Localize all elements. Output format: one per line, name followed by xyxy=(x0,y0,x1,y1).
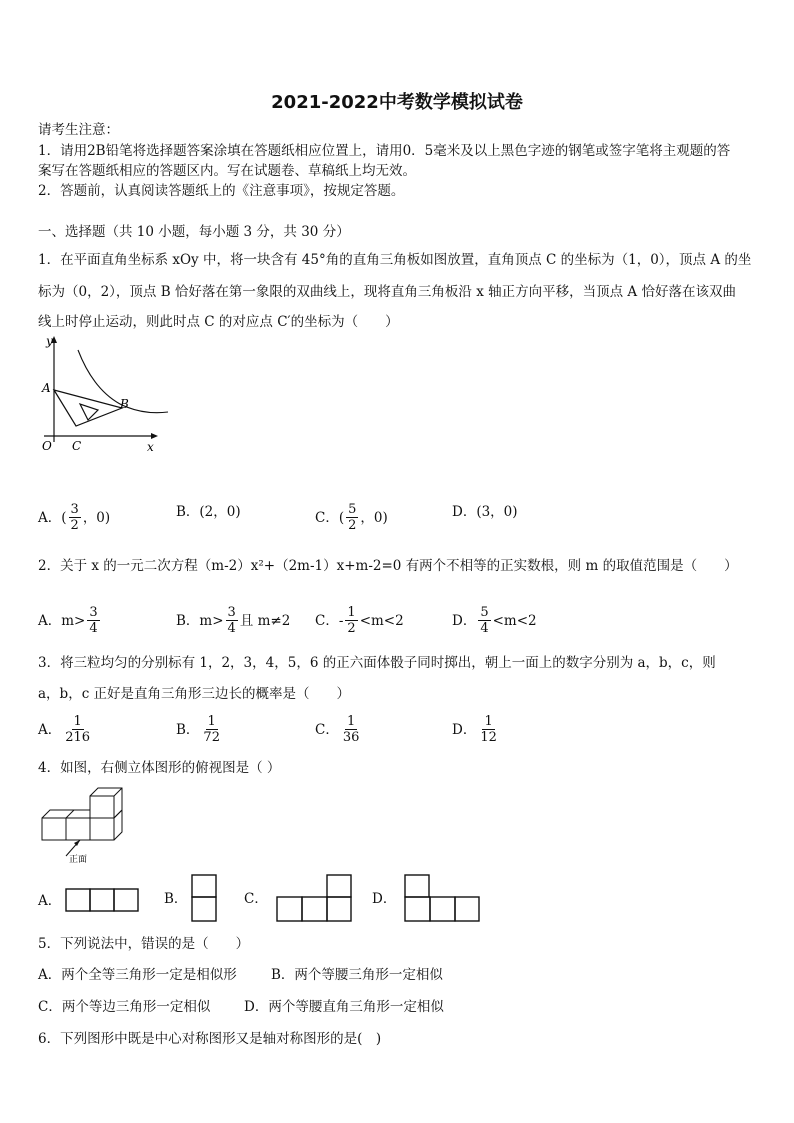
q3-d-pre: D． xyxy=(452,721,477,738)
q4-option-b[interactable] xyxy=(164,874,219,924)
q2-b-fraction: $\frac{3}{4}$ xyxy=(227,605,236,636)
q3-line-1: 3．将三粒均匀的分别标有 1，2，3，4，5，6 的正六面体骰子同时掷出，朝上一面上的数字分别为 a，b，c，则 xyxy=(38,655,716,671)
q1-line-1: 1．在平面直角坐标系 xOy 中，将一块含有 45°角的直角三角板如图放置，直角顶点 C 的坐标为（1，0），顶点 A 的坐 xyxy=(38,252,752,268)
q4-a-shape xyxy=(65,888,141,914)
notice-heading: 请考生注意： xyxy=(38,122,119,138)
q3-option-b[interactable] xyxy=(176,714,224,745)
label-o: O xyxy=(42,439,52,453)
q1-a-fraction: $\frac{3}{2}$ xyxy=(70,502,79,533)
q2-b-pre: B．m> xyxy=(176,612,224,629)
notice-line-2: 案写在答题纸相应的答题区内。写在试题卷、草稿纸上均无效。 xyxy=(38,163,416,179)
triangle-hole xyxy=(80,404,98,420)
label-x: x xyxy=(147,440,154,454)
notice-line-1: 1．请用2B铅笔将选择题答案涂填在答题纸相应位置上，请用0．5毫米及以上黑色字迹的钢笔或签字笔将主观题的答 xyxy=(38,143,731,159)
x-axis-arrow xyxy=(151,433,158,439)
q4-b-label: B． xyxy=(164,891,188,907)
q2-c-pre: C．- xyxy=(315,612,344,629)
q2-option-b[interactable] xyxy=(176,605,290,636)
q2-d-pre: D． xyxy=(452,612,477,629)
q1-c-fraction: $\frac{5}{2}$ xyxy=(348,502,357,533)
q1-line-2: 标为（0，2），顶点 B 恰好落在第一象限的双曲线上，现将直角三角板沿 x 轴正方向平移，当顶点 A 恰好落在该双曲 xyxy=(38,284,736,300)
label-b: B xyxy=(120,397,129,411)
q1-c-pre: C．( xyxy=(315,509,345,526)
label-y: y xyxy=(46,334,53,348)
q2-option-a[interactable] xyxy=(38,605,102,636)
q4-d-label: D． xyxy=(372,891,397,907)
q2-c-fraction: $\frac{1}{2}$ xyxy=(347,605,356,636)
q3-option-a[interactable] xyxy=(38,714,94,745)
front-label: 正面 xyxy=(69,855,88,865)
q5-option-d[interactable]: D．两个等腰直角三角形一定相似 xyxy=(244,999,444,1015)
q5-option-b[interactable]: B．两个等腰三角形一定相似 xyxy=(271,967,443,983)
q3-a-pre: A． xyxy=(38,721,62,738)
q4-text: 4．如图，右侧立体图形的俯视图是（ ） xyxy=(38,760,281,776)
q3-option-d[interactable] xyxy=(452,714,501,745)
q1-a-pre: A．( xyxy=(38,509,67,526)
q5-option-c[interactable]: C．两个等边三角形一定相似 xyxy=(38,999,211,1015)
q5-option-a[interactable]: A．两个全等三角形一定是相似形 xyxy=(38,967,237,983)
q3-b-fraction: $\frac{1}{72}$ xyxy=(203,714,220,745)
q1-d-text: D．(3，0) xyxy=(452,504,518,520)
q4-option-d[interactable] xyxy=(372,874,482,924)
label-a: A xyxy=(42,381,51,395)
q1-option-a[interactable] xyxy=(38,502,110,533)
q1-line-3: 线上时停止运动，则此时点 C 的对应点 C′的坐标为（ ） xyxy=(38,314,399,330)
q4-d-shape xyxy=(404,874,482,924)
q1-option-b[interactable] xyxy=(176,502,241,522)
q2-a-pre: A．m> xyxy=(38,612,86,629)
q3-line-2: a，b，c 正好是直角三角形三边长的概率是（ ） xyxy=(38,686,351,702)
q3-c-pre: C． xyxy=(315,721,339,738)
q1-option-c[interactable] xyxy=(315,502,388,533)
q1-b-text: B．(2，0) xyxy=(176,504,241,520)
q2-option-c[interactable] xyxy=(315,605,404,636)
q2-text: 2．关于 x 的一元二次方程（m-2）x²+（2m-1）x+m-2=0 有两个不相等的正实数根，则 m 的取值范围是（ ） xyxy=(38,558,738,574)
q3-a-fraction: $\frac{1}{216}$ xyxy=(65,714,91,745)
q2-b-post: 且 m≠2 xyxy=(239,612,291,629)
q1-c-post: ，0) xyxy=(360,509,388,526)
notice-line-3: 2．答题前，认真阅读答题纸上的《注意事项》，按规定答题。 xyxy=(38,183,405,199)
q1-a-post: ，0) xyxy=(82,509,111,526)
q2-a-fraction: $\frac{3}{4}$ xyxy=(89,605,98,636)
q4-b-shape xyxy=(191,874,219,924)
q4-solid-figure xyxy=(36,786,136,866)
q4-a-label: A． xyxy=(38,893,62,909)
q3-d-fraction: $\frac{1}{12}$ xyxy=(480,714,497,745)
section-heading: 一、选择题（共 10 小题，每小题 3 分，共 30 分） xyxy=(38,224,350,240)
q2-d-fraction: $\frac{5}{4}$ xyxy=(480,605,489,636)
q1-option-d[interactable] xyxy=(452,502,518,522)
q5-text: 5．下列说法中，错误的是（ ） xyxy=(38,936,250,952)
label-c: C xyxy=(72,439,82,453)
q4-option-a[interactable] xyxy=(38,888,141,914)
page-title: 2021-2022中考数学模拟试卷 xyxy=(271,92,523,113)
q4-c-shape xyxy=(276,874,354,924)
q4-c-label: C． xyxy=(244,891,268,907)
q2-d-post: <m<2 xyxy=(492,612,537,629)
q4-option-c[interactable] xyxy=(244,874,354,924)
q3-option-c[interactable] xyxy=(315,714,363,745)
q6-text: 6．下列图形中既是中心对称图形又是轴对称图形的是( ) xyxy=(38,1031,382,1047)
q2-option-d[interactable] xyxy=(452,605,537,636)
q3-c-fraction: $\frac{1}{36}$ xyxy=(342,714,360,745)
q1-figure xyxy=(36,334,176,456)
q2-c-post: <m<2 xyxy=(359,612,404,629)
q3-b-pre: B． xyxy=(176,721,200,738)
